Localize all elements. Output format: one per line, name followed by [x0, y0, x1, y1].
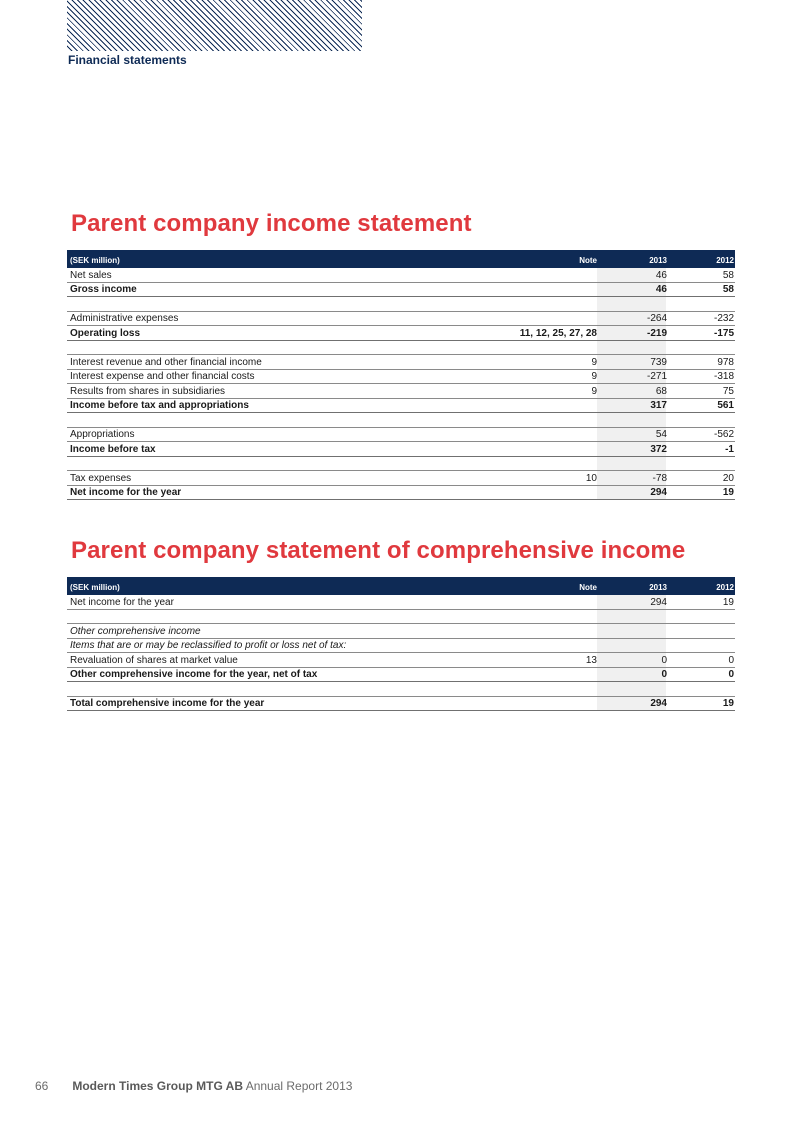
row-value-2013: 739: [650, 356, 667, 368]
header-hatch-decoration: [67, 0, 362, 51]
row-label: Income before tax and appropriations: [70, 400, 249, 411]
row-note: 13: [585, 654, 597, 666]
row-label: Net sales: [70, 269, 112, 281]
row-label: Operating loss: [70, 327, 141, 339]
row-value-2012: 75: [722, 385, 734, 397]
row-label: Gross income: [70, 284, 137, 295]
header-note: Note: [579, 256, 597, 265]
table-row: [67, 697, 735, 712]
spacer-row: [67, 610, 735, 625]
row-value-2012: 0: [728, 654, 734, 666]
header-year-2012: 2012: [716, 583, 734, 592]
row-value-2012: 58: [722, 269, 734, 281]
row-label: Appropriations: [70, 429, 135, 440]
table-row: [67, 326, 735, 341]
header-unit-label: (SEK million): [70, 256, 120, 265]
row-note: 10: [585, 472, 597, 484]
table-row: [67, 639, 735, 654]
row-label: Other comprehensive income: [70, 625, 201, 637]
table-row: [67, 653, 735, 668]
row-label: Net income for the year: [70, 596, 174, 608]
header-year-2012: 2012: [716, 256, 734, 265]
row-value-2012: -318: [713, 371, 734, 382]
header-unit-label: (SEK million): [70, 583, 120, 592]
row-note: 11, 12, 25, 27, 28: [519, 327, 597, 339]
table-row: [67, 268, 735, 283]
row-label: Administrative expenses: [70, 313, 179, 324]
row-label: Interest revenue and other financial income: [70, 356, 262, 368]
row-label: Revaluation of shares at market value: [70, 654, 238, 666]
row-value-2013: 0: [661, 654, 667, 666]
spacer-row: [67, 297, 735, 312]
table-row: [67, 471, 735, 486]
row-value-2013: 372: [650, 443, 667, 455]
row-label: Income before tax: [70, 443, 156, 455]
table-row: [67, 355, 735, 370]
table-row: [67, 283, 735, 298]
row-note: 9: [591, 371, 597, 382]
row-value-2012: 19: [722, 487, 734, 498]
row-value-2013: 294: [650, 596, 667, 608]
row-value-2012: -232: [713, 313, 734, 324]
row-value-2013: -264: [646, 313, 667, 324]
comprehensive-income-title: Parent company statement of comprehensive income: [71, 537, 686, 564]
spacer-row: [67, 682, 735, 697]
row-value-2013: -219: [646, 327, 667, 339]
table-row: [67, 399, 735, 414]
row-value-2013: 54: [655, 429, 667, 440]
spacer-row: [67, 457, 735, 472]
row-label: Tax expenses: [70, 472, 132, 484]
row-value-2012: 978: [717, 356, 734, 368]
row-value-2013: 46: [655, 284, 667, 295]
income-statement-title: Parent company income statement: [71, 210, 472, 237]
row-value-2013: -78: [652, 472, 667, 484]
table-header: [67, 250, 735, 268]
row-label: Total comprehensive income for the year: [70, 698, 265, 709]
row-value-2012: 0: [728, 669, 734, 680]
table-row: [67, 486, 735, 501]
row-label: Items that are or may be reclassified to profit or loss net of tax:: [70, 640, 347, 651]
row-label: Net income for the year: [70, 487, 182, 498]
row-label: Other comprehensive income for the year, net of tax: [70, 669, 318, 680]
table-header: [67, 577, 735, 595]
page-number: 66: [35, 1079, 49, 1093]
row-value-2013: 46: [655, 269, 667, 281]
income-statement-table: [67, 250, 735, 500]
header-note: Note: [579, 583, 597, 592]
table-row: [67, 442, 735, 457]
company-name: Modern Times Group MTG AB: [72, 1079, 244, 1093]
row-value-2013: 294: [650, 487, 667, 498]
row-value-2012: 58: [722, 284, 734, 295]
spacer-row: [67, 341, 735, 356]
page-footer: [35, 1079, 352, 1093]
report-name: Annual Report 2013: [245, 1079, 353, 1093]
row-label: Interest expense and other financial costs: [70, 371, 255, 382]
row-value-2012: 19: [722, 698, 734, 709]
header-year-2013: 2013: [649, 256, 667, 265]
row-value-2013: 68: [655, 385, 667, 397]
row-value-2012: 20: [722, 472, 734, 484]
table-row: [67, 668, 735, 683]
row-value-2012: -562: [713, 429, 734, 440]
table-row: [67, 624, 735, 639]
row-value-2012: 19: [722, 596, 734, 608]
row-value-2013: 317: [650, 400, 667, 411]
row-value-2013: 0: [661, 669, 667, 680]
table-row: [67, 428, 735, 443]
row-value-2012: -1: [725, 443, 734, 455]
row-value-2013: 294: [650, 698, 667, 709]
row-value-2013: -271: [646, 371, 667, 382]
table-row: [67, 312, 735, 327]
spacer-row: [67, 413, 735, 428]
row-note: 9: [591, 356, 597, 368]
comprehensive-income-table: [67, 577, 735, 711]
table-row: [67, 384, 735, 399]
row-label: Results from shares in subsidiaries: [70, 385, 226, 397]
section-label: Financial statements: [68, 53, 187, 67]
table-row: [67, 370, 735, 385]
row-note: 9: [591, 385, 597, 397]
row-value-2012: -175: [713, 327, 734, 339]
row-value-2012: 561: [717, 400, 734, 411]
table-row: [67, 595, 735, 610]
header-year-2013: 2013: [649, 583, 667, 592]
